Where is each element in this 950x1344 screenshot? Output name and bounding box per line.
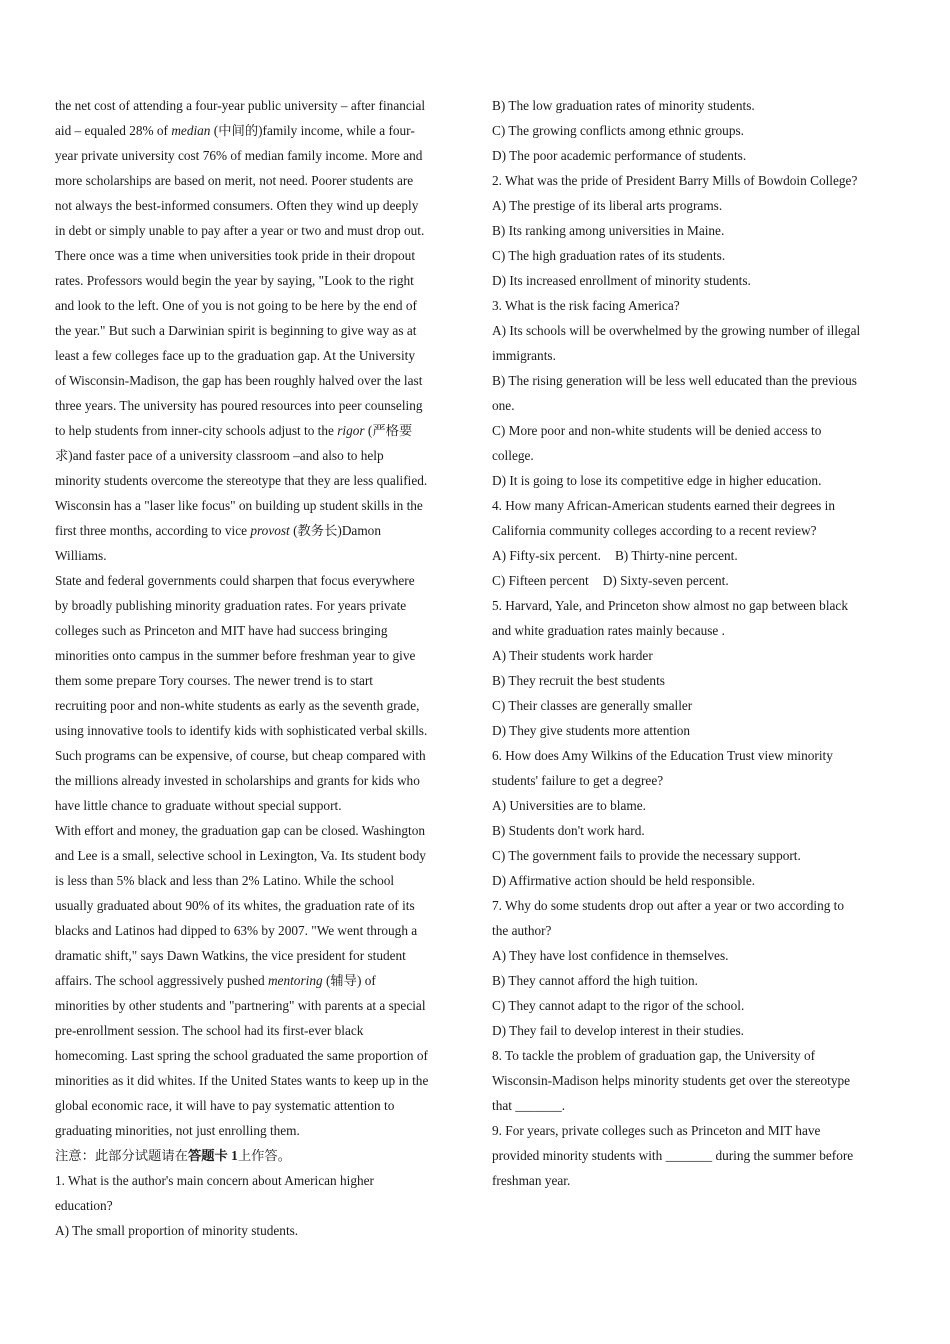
passage-line: of Wisconsin-Madison, the gap has been roughly halved over the last — [55, 373, 423, 388]
text-run: aid – equaled 28% of — [55, 123, 172, 138]
passage-line: graduating minorities, not just enrolling them. — [55, 1123, 300, 1138]
passage-line: usually graduated about 90% of its whites, the graduation rate of its — [55, 898, 415, 913]
paragraph-2 — [55, 568, 460, 818]
question-line: A) The prestige of its liberal arts programs. — [492, 198, 723, 213]
question-line: freshman year. — [492, 1173, 571, 1188]
question-line: education? — [55, 1198, 113, 1213]
italic-term: mentoring — [267, 973, 323, 988]
passage-line: least a few colleges face up to the graduation gap. At the University — [55, 348, 416, 363]
question-line: Wisconsin-Madison helps minority students get over the stereotype — [492, 1073, 851, 1088]
question-line: B) Students don't work hard. — [492, 823, 645, 838]
passage-line: homecoming. Last spring the school graduated the same proportion of — [55, 1048, 428, 1063]
passage-line: rates. Professors would begin the year by saying, "Look to the right — [55, 273, 414, 288]
passage-line — [55, 518, 460, 543]
passage-line: minorities as it did whites. If the United States wants to keep up in the — [55, 1073, 429, 1088]
question-line: C) The government fails to provide the necessary support. — [492, 848, 801, 863]
question-line: B) The rising generation will be less well educated than the previous — [492, 373, 857, 388]
question-line: that _______. — [492, 1098, 566, 1113]
italic-term: provost — [250, 523, 290, 538]
text-run: (教务长)Damon — [289, 523, 381, 538]
passage-line: pre-enrollment session. The school had its first-ever black — [55, 1023, 364, 1038]
question-line: C) They cannot adapt to the rigor of the school. — [492, 998, 745, 1013]
notice — [55, 1143, 460, 1168]
text-run: to help students from inner-city schools adjust to the — [55, 423, 338, 438]
question-line: D) It is going to lose its competitive edge in higher education. — [492, 473, 822, 488]
passage-line: them some prepare Tory courses. The newer trend is to start — [55, 673, 373, 688]
question-line: 7. Why do some students drop out after a year or two according to — [492, 898, 845, 913]
question-line: C) More poor and non-white students will be denied access to — [492, 423, 822, 438]
option-text: D) Sixty-seven percent. — [602, 573, 729, 588]
question-line: 9. For years, private colleges such as Princeton and MIT have — [492, 1123, 821, 1138]
question-line — [492, 543, 902, 568]
passage-line: more scholarships are based on merit, not need. Poorer students are — [55, 173, 414, 188]
option-text: A) Fifty-six percent. — [492, 548, 601, 563]
question-line: one. — [492, 398, 515, 413]
paragraph-1 — [55, 93, 460, 568]
passage-line: Williams. — [55, 548, 107, 563]
question-line — [492, 568, 902, 593]
option-text: B) Thirty-nine percent. — [614, 548, 738, 563]
question-line: D) Affirmative action should be held responsible. — [492, 873, 756, 888]
question-line: 5. Harvard, Yale, and Princeton show almost no gap between black — [492, 598, 848, 613]
passage-line: blacks and Latinos had dipped to 63% by 2007. "We went through a — [55, 923, 418, 938]
question-line: A) Their students work harder — [492, 648, 653, 663]
notice-prefix: 注意：此部分试题请在 — [55, 1148, 188, 1163]
passage-line: There once was a time when universities took pride in their dropout — [55, 248, 416, 263]
passage-line: State and federal governments could sharpen that focus everywhere — [55, 573, 415, 588]
question-block-left — [55, 1168, 460, 1243]
questions-column — [492, 93, 902, 1193]
notice-answer-card: 答题卡 1 — [187, 1148, 238, 1163]
question-line: A) Its schools will be overwhelmed by the growing number of illegal — [492, 323, 861, 338]
passage-line: year private university cost 76% of median family income. More and — [55, 148, 423, 163]
passage-line — [55, 968, 460, 993]
question-line: A) The small proportion of minority students. — [55, 1223, 299, 1238]
passage-line: three years. The university has poured resources into peer counseling — [55, 398, 423, 413]
passage-line: the net cost of attending a four-year public university – after financial — [55, 98, 426, 113]
italic-term: median — [171, 123, 211, 138]
passage-line: by broadly publishing minority graduation rates. For years private — [55, 598, 407, 613]
text-run: affairs. The school aggressively pushed — [55, 973, 268, 988]
notice-suffix: 上作答。 — [237, 1148, 292, 1163]
question-line: B) They recruit the best students — [492, 673, 665, 688]
passage-line: colleges such as Princeton and MIT have had success bringing — [55, 623, 388, 638]
question-line: D) Its increased enrollment of minority students. — [492, 273, 751, 288]
question-line: 4. How many African-American students earned their degrees in — [492, 498, 836, 513]
passage-line: and Lee is a small, selective school in Lexington, Va. Its student body — [55, 848, 426, 863]
passage-line: minority students overcome the stereotype that they are less qualified. — [55, 473, 428, 488]
text-run: (辅导) of — [322, 973, 376, 988]
question-line: 1. What is the author's main concern about American higher — [55, 1173, 374, 1188]
passage-line: Wisconsin has a "laser like focus" on building up student skills in the — [55, 498, 423, 513]
passage-line: dramatic shift," says Dawn Watkins, the vice president for student — [55, 948, 406, 963]
passage-line: recruiting poor and non-white students as early as the seventh grade, — [55, 698, 420, 713]
passage-line: the millions already invested in scholarships and grants for kids who — [55, 773, 420, 788]
passage-line: minorities onto campus in the summer before freshman year to give — [55, 648, 416, 663]
question-line: 6. How does Amy Wilkins of the Education Trust view minority — [492, 748, 833, 763]
question-line: C) The growing conflicts among ethnic groups. — [492, 123, 744, 138]
question-line: C) Their classes are generally smaller — [492, 698, 693, 713]
paragraph-3 — [55, 818, 460, 1143]
text-run: first three months, according to vice — [55, 523, 251, 538]
question-line: immigrants. — [492, 348, 556, 363]
passage-line — [55, 418, 460, 443]
question-line: students' failure to get a degree? — [492, 773, 664, 788]
question-line: D) They fail to develop interest in their studies. — [492, 1023, 744, 1038]
passage-line: and look to the left. One of you is not going to be here by the end of — [55, 298, 417, 313]
italic-term: rigor — [337, 423, 365, 438]
question-line: California community colleges according to a recent review? — [492, 523, 817, 538]
question-line: B) Its ranking among universities in Maine. — [492, 223, 725, 238]
question-line: C) The high graduation rates of its students. — [492, 248, 726, 263]
question-line: and white graduation rates mainly because . — [492, 623, 725, 638]
question-line: 8. To tackle the problem of graduation gap, the University of — [492, 1048, 816, 1063]
question-line: college. — [492, 448, 534, 463]
option-text: C) Fifteen percent — [492, 573, 589, 588]
question-line: D) The poor academic performance of students. — [492, 148, 747, 163]
passage-line: global economic race, it will have to pay systematic attention to — [55, 1098, 395, 1113]
question-line: 2. What was the pride of President Barry Mills of Bowdoin College? — [492, 173, 858, 188]
text-run: (严格要 — [364, 423, 413, 438]
question-line: B) They cannot afford the high tuition. — [492, 973, 698, 988]
passage-line: With effort and money, the graduation gap can be closed. Washington — [55, 823, 425, 838]
question-line: A) Universities are to blame. — [492, 798, 646, 813]
question-line: provided minority students with _______ during the summer before — [492, 1148, 854, 1163]
passage-line: the year." But such a Darwinian spirit is beginning to give way as at — [55, 323, 417, 338]
passage-line: minorities by other students and "partnering" with parents at a special — [55, 998, 426, 1013]
passage-line: in debt or simply unable to pay after a year or two and must drop out. — [55, 223, 425, 238]
passage-line: 求)and faster pace of a university classroom –and also to help — [55, 448, 384, 463]
passage-line — [55, 118, 460, 143]
passage-line: have little chance to graduate without special support. — [55, 798, 342, 813]
passage-line: Such programs can be expensive, of course, but cheap compared with — [55, 748, 426, 763]
question-line: A) They have lost confidence in themselves. — [492, 948, 729, 963]
text-run: (中间的)family income, while a four- — [210, 123, 415, 138]
question-line: the author? — [492, 923, 552, 938]
passage-column — [55, 93, 460, 1243]
passage-line: is less than 5% black and less than 2% Latino. While the school — [55, 873, 395, 888]
question-line: D) They give students more attention — [492, 723, 691, 738]
passage-line: using innovative tools to identify kids with sophisticated verbal skills. — [55, 723, 428, 738]
question-line: B) The low graduation rates of minority students. — [492, 98, 755, 113]
passage-line: not always the best-informed consumers. Often they wind up deeply — [55, 198, 419, 213]
question-line: 3. What is the risk facing America? — [492, 298, 680, 313]
